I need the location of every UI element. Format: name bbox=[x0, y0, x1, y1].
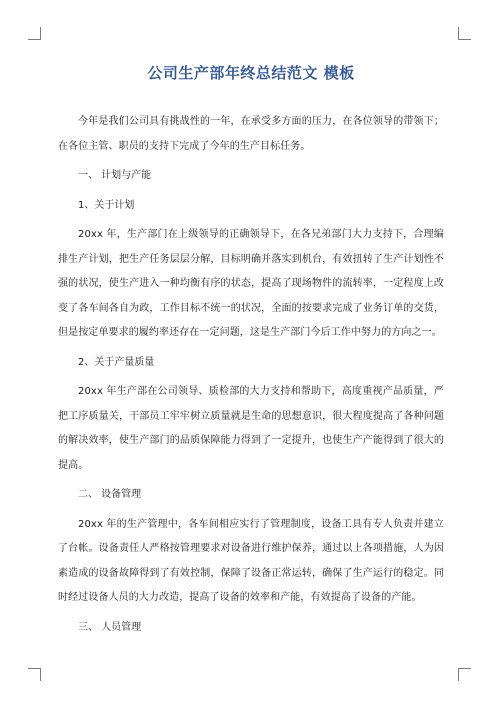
section-heading-equipment: 二、 设备管理 bbox=[78, 489, 142, 500]
crop-mark-bottom-right bbox=[458, 668, 471, 681]
subsection-heading-plan: 1、关于计划 bbox=[78, 199, 135, 211]
subsection-heading-quality: 2、关于产量质量 bbox=[78, 356, 155, 368]
crop-mark-top-left bbox=[28, 27, 41, 40]
document-page bbox=[58, 62, 444, 640]
equipment-paragraph: 20xx 年的生产管理中，各车间相应实行了管理制度，设备工具有专人负责并建立了台帐。设备责任人严格按管理要求对设备进行维护保养，通过以上各项措施，人为因素造成的设备故障得到了有效控制，保障了设备正常运转，确保了生产运行的稳定。同时经过设备人员的大力改造，提高了设备的效率和产能，有效提高了设备的产能。 bbox=[58, 518, 444, 603]
section-heading-plan-capacity: 一、 计划与产能 bbox=[78, 170, 152, 181]
quality-paragraph: 20xx 年生产部在公司领导、质检部的大力支持和帮助下，高度重视产品质量，严把工序质量关，干部员工牢牢树立质量就是生命的思想意识，很大程度提高了各种问题的解决效率，使生产部门的品质保障能力得到了一定提升，也使生产产能得到了很大的提高。 bbox=[58, 386, 444, 471]
document-title: 公司生产部年终总结范文 模板 bbox=[147, 64, 355, 82]
crop-mark-top-right bbox=[458, 27, 471, 40]
plan-paragraph: 20xx 年，生产部门在上级领导的正确领导下，在各兄弟部门大力支持下，合理编排生产计划，把生产任务层层分解，目标明确并落实到机台，有效扭转了生产计划性不强的状况，使生产进入一种均衡有序的状态，提高了现场物件的流转率，一定程度上改变了各车间各自为政，工作目标不统一的状况，全面的按要求完成了业务订单的交货，但是按定单要求的履约率还存在一定问题，这是生产部门今后工作中努力的方向之一。 bbox=[58, 229, 444, 338]
crop-mark-bottom-left bbox=[28, 668, 41, 681]
intro-paragraph: 今年是我们公司具有挑战性的一年，在承受多方面的压力，在各位领导的带领下；在各位主管、职员的支持下完成了今年的生产目标任务。 bbox=[58, 116, 444, 152]
section-heading-personnel: 三、 人员管理 bbox=[78, 621, 142, 633]
